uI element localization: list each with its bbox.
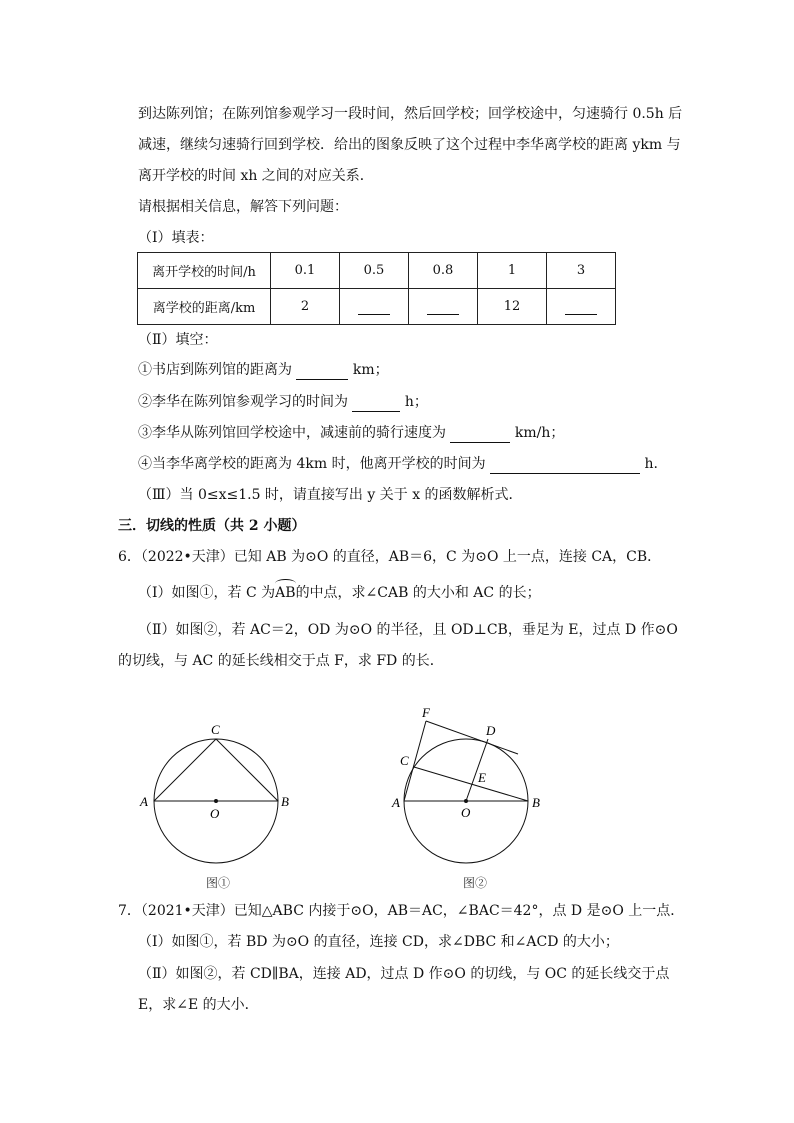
p7-question: 7．（2021•天津）已知△ABC 内接于⊙O，AB＝AC，∠BAC＝42°，点 D 是⊙O 上一点． — [118, 903, 685, 919]
p6-part1 — [138, 583, 541, 603]
table-row — [138, 253, 616, 289]
item-text: ④当李华离学校的距离为 4km 时，他离开学校的时间为 — [138, 456, 486, 472]
figure-1 — [135, 720, 305, 895]
p5-part1-title: （Ⅰ）填表： — [138, 230, 214, 246]
answer-blank[interactable] — [490, 459, 640, 474]
answer-blank[interactable] — [450, 428, 510, 443]
p5-paragraph-line-2: 减速，继续匀速骑行回到学校．给出的图象反映了这个过程中李华离学校的距离 ykm 与 — [138, 137, 681, 153]
table-cell: 离学校的距离/km — [138, 289, 271, 325]
p5-item-4 — [138, 454, 658, 474]
segment-cb — [414, 767, 528, 801]
label-o: O — [461, 805, 471, 820]
item-unit: km/h； — [514, 425, 565, 441]
table-cell: 0.5 — [340, 253, 409, 289]
item-unit: h. — [644, 456, 658, 472]
segment-cb — [216, 739, 278, 801]
table-cell-blank[interactable] — [409, 289, 478, 325]
label-a: A — [140, 794, 148, 809]
answer-blank[interactable] — [296, 365, 348, 380]
item-text: ①书店到陈列馆的距离为 — [138, 362, 292, 378]
table-cell-blank[interactable] — [340, 289, 409, 325]
p7-part2-line-2: E，求∠E 的大小． — [138, 997, 259, 1013]
table-cell: 离开学校的时间/h — [138, 253, 271, 289]
p5-part2-title: （Ⅱ）填空： — [138, 332, 218, 348]
table-cell: 0.1 — [271, 253, 340, 289]
center-dot — [214, 799, 218, 803]
label-b: B — [532, 795, 540, 810]
label-o: O — [210, 806, 220, 821]
p6-question: 6．（2022•天津）已知 AB 为⊙O 的直径，AB＝6，C 为⊙O 上一点，连接 CA，CB． — [118, 549, 662, 565]
table-cell: 0.8 — [409, 253, 478, 289]
table-row — [138, 289, 616, 325]
label-c: C — [211, 722, 220, 737]
p5-item-1 — [138, 360, 389, 380]
p5-paragraph-line-3: 离开学校的时间 xh 之间的对应关系． — [138, 168, 374, 184]
figure-2 — [385, 705, 555, 895]
p5-item-3 — [138, 423, 564, 443]
caption: 图② — [463, 876, 488, 890]
p7-part1: （Ⅰ）如图①，若 BD 为⊙O 的直径，连接 CD，求∠DBC 和∠ACD 的大小； — [138, 934, 619, 950]
p5-part3: （Ⅲ）当 0≤x≤1.5 时，请直接写出 y 关于 x 的函数解析式． — [138, 487, 523, 503]
p5-instruction: 请根据相关信息，解答下列问题： — [138, 199, 348, 215]
p7-part2-line-1: （Ⅱ）如图②，若 CD∥BA，连接 AD，过点 D 作⊙O 的切线，与 OC 的延长线交于点 — [138, 966, 670, 982]
p6-part2-line-2: 的切线，与 AC 的延长线相交于点 F，求 FD 的长． — [118, 653, 444, 669]
center-dot — [464, 799, 468, 803]
label-e: E — [478, 770, 486, 785]
label-f: F — [422, 705, 430, 720]
table-cell: 1 — [478, 253, 547, 289]
item-text: ③李华从陈列馆回学校途中，减速前的骑行速度为 — [138, 425, 446, 441]
table-cell: 12 — [478, 289, 547, 325]
item-unit: h； — [404, 394, 428, 410]
item-text: ②李华在陈列馆参观学习的时间为 — [138, 394, 348, 410]
text: 的中点，求∠CAB 的大小和 AC 的长； — [295, 585, 541, 601]
item-unit: km； — [352, 362, 389, 378]
answer-blank[interactable] — [352, 397, 400, 412]
table-cell-blank[interactable] — [547, 289, 616, 325]
segment-ca — [154, 739, 216, 801]
label-d: D — [486, 723, 496, 738]
p5-item-2 — [138, 392, 428, 412]
section-title: 三．切线的性质（共 2 小题） — [118, 518, 306, 534]
label-c: C — [400, 753, 409, 768]
fill-table — [137, 252, 616, 325]
table-cell: 2 — [271, 289, 340, 325]
p5-paragraph-line-1: 到达陈列馆；在陈列馆参观学习一段时间，然后回学校；回学校途中，匀速骑行 0.5h 后 — [138, 106, 683, 122]
label-a: A — [392, 795, 400, 810]
caption: 图① — [206, 876, 231, 890]
tangent-fd — [426, 721, 518, 754]
arc-ab: AB — [275, 585, 296, 601]
text: （Ⅰ）如图①，若 C 为 — [138, 585, 276, 601]
label-b: B — [281, 794, 289, 809]
p6-part2-line-1: （Ⅱ）如图②，若 AC＝2，OD 为⊙O 的半径，且 OD⊥CB，垂足为 E，过点 D 作⊙O — [138, 622, 678, 638]
table-cell: 3 — [547, 253, 616, 289]
